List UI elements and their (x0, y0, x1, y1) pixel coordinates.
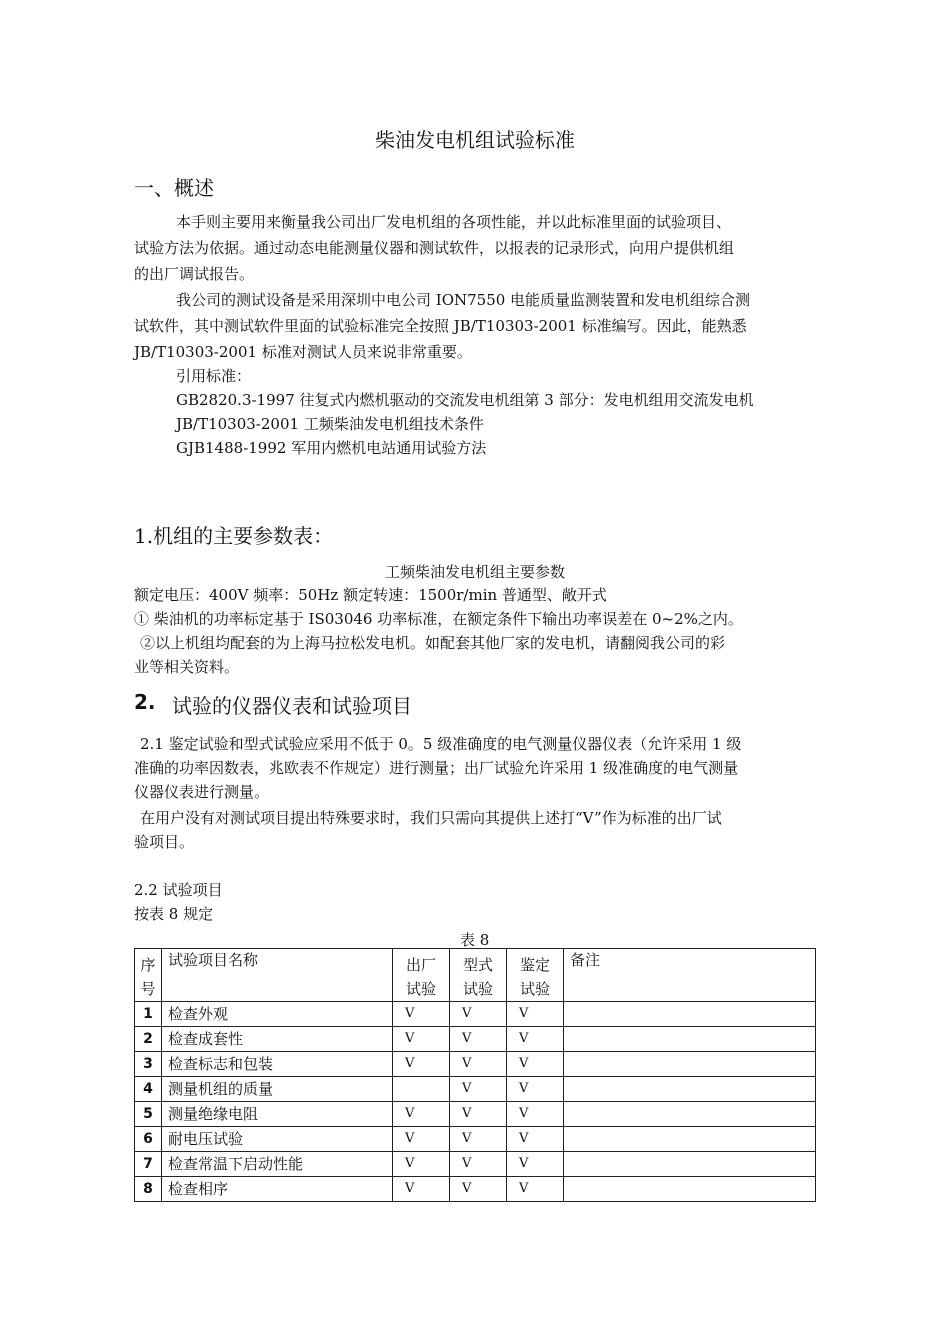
row-factory-mark: V (393, 1127, 450, 1152)
document-title: 柴油发电机组试验标准 (375, 128, 575, 152)
instruments-paragraph-2-line-2: 验项目。 (134, 833, 195, 851)
rated-parameters: 额定电压：400V 频率：50Hz 额定转速：1500r/min 普通型、敞开式 (134, 586, 607, 604)
row-appraisal-mark: V (507, 1002, 564, 1027)
header-remark: 备注 (564, 949, 816, 1002)
table-row (135, 1077, 816, 1102)
row-remark (564, 1102, 816, 1127)
row-appraisal-mark: V (507, 1152, 564, 1177)
row-factory-mark: V (393, 1002, 450, 1027)
row-type-mark: V (450, 1077, 507, 1102)
header-number-line-2: 号 (140, 980, 156, 998)
parameters-caption: 工频柴油发电机组主要参数 (384, 563, 565, 581)
row-item-name: 检查成套性 (162, 1027, 393, 1052)
parameters-note-1: ① 柴油机的功率标定基于 IS03046 功率标准，在额定条件下输出功率误差在 0~2%之内。 (134, 610, 743, 628)
row-number: 3 (135, 1052, 162, 1077)
header-appraisal-line-2: 试验 (519, 980, 550, 998)
overview-paragraph-1-line-3: 的出厂调试报告。 (134, 265, 255, 283)
overview-paragraph-2-line-2: 试软件，其中测试软件里面的试验标准完全按照 JB/T10303-2001 标准编写。因此，能熟悉 (134, 317, 747, 335)
row-number: 2 (135, 1027, 162, 1052)
row-number: 1 (135, 1002, 162, 1027)
header-number (135, 949, 162, 1002)
row-type-mark: V (450, 1177, 507, 1202)
row-number: 8 (135, 1177, 162, 1202)
row-type-mark: V (450, 1127, 507, 1152)
table-row (135, 1052, 816, 1077)
instruments-paragraph-1-line-3: 仪器仪表进行测量。 (134, 783, 270, 801)
row-item-name: 检查外观 (162, 1002, 393, 1027)
overview-paragraph-2-line-1: 我公司的测试设备是采用深圳中电公司 ION7550 电能质量监测装置和发电机组综合测 (176, 291, 751, 309)
row-item-name: 检查相序 (162, 1177, 393, 1202)
reference-standard-2: JB/T10303-2001 工频柴油发电机组技术条件 (176, 415, 484, 433)
row-remark (564, 1177, 816, 1202)
test-items-subheading: 按表 8 规定 (134, 905, 214, 923)
row-type-mark: V (450, 1027, 507, 1052)
row-appraisal-mark: V (507, 1077, 564, 1102)
row-remark (564, 1127, 816, 1152)
row-item-name: 测量绝缘电阻 (162, 1102, 393, 1127)
section-heading-number-2: 2. (134, 690, 156, 714)
header-factory-test (393, 949, 450, 1002)
row-appraisal-mark: V (507, 1052, 564, 1077)
row-factory-mark: V (393, 1102, 450, 1127)
reference-standards-label: 引用标准： (176, 367, 252, 385)
parameters-note-2-line-2: 业等相关资料。 (134, 658, 240, 676)
reference-standard-3: GJB1488-1992 军用内燃机电站通用试验方法 (176, 439, 487, 457)
instruments-paragraph-2-line-1: 在用户没有对测试项目提出特殊要求时，我们只需向其提供上述打“V”作为标准的出厂试 (140, 809, 722, 827)
row-item-name: 耐电压试验 (162, 1127, 393, 1152)
row-appraisal-mark: V (507, 1102, 564, 1127)
instruments-paragraph-1-line-1: 2.1 鉴定试验和型式试验应采用不低于 0。5 级准确度的电气测量仪器仪表（允许采用 1 级 (140, 735, 742, 753)
section-heading-main-parameters: 1.机组的主要参数表： (134, 524, 334, 548)
table-row (135, 1027, 816, 1052)
row-appraisal-mark: V (507, 1027, 564, 1052)
overview-paragraph-2-line-3: JB/T10303-2001 标准对测试人员来说非常重要。 (134, 343, 472, 361)
row-appraisal-mark: V (507, 1127, 564, 1152)
row-factory-mark: V (393, 1152, 450, 1177)
header-type-test (450, 949, 507, 1002)
table-row (135, 1152, 816, 1177)
row-factory-mark: V (393, 1027, 450, 1052)
row-factory-mark: V (393, 1052, 450, 1077)
header-number-line-1: 序 (140, 956, 156, 974)
reference-standard-1: GB2820.3-1997 往复式内燃机驱动的交流发电机组第 3 部分：发电机组用交流发电机 (176, 391, 754, 409)
header-item-name: 试验项目名称 (162, 949, 393, 1002)
table-row (135, 1177, 816, 1202)
test-items-heading: 2.2 试验项目 (134, 881, 223, 899)
header-factory-line-1: 出厂 (405, 956, 436, 974)
section-heading-instruments: 试验的仪器仪表和试验项目 (172, 694, 412, 718)
row-type-mark: V (450, 1152, 507, 1177)
table-row (135, 1102, 816, 1127)
row-remark (564, 1052, 816, 1077)
table-caption: 表 8 (460, 931, 490, 949)
row-number: 7 (135, 1152, 162, 1177)
section-heading-overview: 一、概述 (134, 176, 214, 200)
row-factory-mark (393, 1077, 450, 1102)
table-row (135, 1127, 816, 1152)
table-header-row (135, 949, 816, 1002)
row-factory-mark: V (393, 1177, 450, 1202)
test-items-table (134, 948, 816, 1202)
parameters-note-2-line-1: ②以上机组均配套的为上海马拉松发电机。如配套其他厂家的发电机，请翻阅我公司的彩 (140, 634, 726, 652)
header-type-line-2: 试验 (462, 980, 493, 998)
row-number: 5 (135, 1102, 162, 1127)
row-item-name: 检查常温下启动性能 (162, 1152, 393, 1177)
row-number: 6 (135, 1127, 162, 1152)
overview-paragraph-1-line-1: 本手则主要用来衡量我公司出厂发电机组的各项性能，并以此标准里面的试验项目、 (176, 213, 732, 231)
row-type-mark: V (450, 1052, 507, 1077)
row-appraisal-mark: V (507, 1177, 564, 1202)
header-type-line-1: 型式 (462, 956, 493, 974)
header-factory-line-2: 试验 (405, 980, 436, 998)
header-appraisal-line-1: 鉴定 (519, 956, 550, 974)
overview-paragraph-1-line-2: 试验方法为依据。通过动态电能测量仪器和测试软件，以报表的记录形式，向用户提供机组 (134, 239, 735, 257)
row-remark (564, 1002, 816, 1027)
row-item-name: 检查标志和包装 (162, 1052, 393, 1077)
row-type-mark: V (450, 1002, 507, 1027)
row-type-mark: V (450, 1102, 507, 1127)
row-item-name: 测量机组的质量 (162, 1077, 393, 1102)
row-remark (564, 1152, 816, 1177)
header-appraisal-test (507, 949, 564, 1002)
row-remark (564, 1027, 816, 1052)
table-row (135, 1002, 816, 1027)
instruments-paragraph-1-line-2: 准确的功率因数表，兆欧表不作规定）进行测量；出厂试验允许采用 1 级准确度的电气测量 (134, 759, 739, 777)
row-remark (564, 1077, 816, 1102)
row-number: 4 (135, 1077, 162, 1102)
